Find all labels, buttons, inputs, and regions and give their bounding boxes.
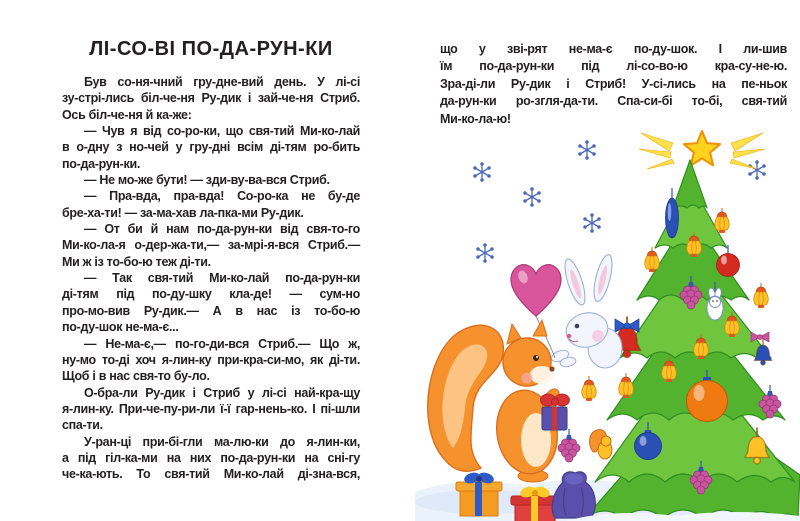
- story-line: про-мо-вив Ру-дик.— А в нас із то-бо-ю: [62, 303, 360, 318]
- story-line: Ми ж із то-бо-ю теж ді-ти.: [62, 254, 211, 269]
- story-line: а під гіл-ка-ми на них по-да-рун-ки на сні-гу: [62, 450, 360, 465]
- story-text-left: [62, 74, 360, 483]
- star-topper: [639, 131, 765, 169]
- story-line: по-да-рун-ки.: [62, 156, 141, 171]
- story-line: да-рун-ки ро-згля-да-ти. Спа-си-бі то-бі, свя-тий: [440, 94, 787, 109]
- story-line: Ми-ко-ла-я о-дер-жа-ти,— за-мрі-я-вся Стриб.—: [62, 238, 360, 253]
- story-line: У-ран-ці при-бі-гли ма-лю-ки до я-лин-ки,: [84, 434, 360, 449]
- story-line: — Пра-вда, пра-вда! Со-ро-ка не бу-де: [84, 189, 360, 204]
- story-line: Зра-ді-ли Ру-дик і Стриб! У-сі-лись на пе-ньок: [440, 76, 787, 91]
- white-hare: [550, 253, 622, 368]
- squirrel: [428, 320, 570, 482]
- story-line: в о-дну з но-чей у гру-дні всім ді-тям ро-бить: [62, 140, 360, 155]
- story-line: по-ду-шок не-ма-є...: [62, 320, 179, 335]
- gift-box-orange: [456, 471, 502, 516]
- gift-sack: [552, 472, 595, 518]
- story-line: ді-тям під по-ду-шку кла-де! — сум-но: [62, 287, 360, 302]
- snowflake: [474, 163, 490, 181]
- story-line: — Не мо-же бути! — зди-ву-ва-вся Стриб.: [84, 173, 330, 188]
- story-line: бре-ха-ти! — за-ма-хав ла-пка-ми Ру-дик.: [62, 205, 304, 220]
- pink-bow: [751, 332, 769, 342]
- story-line: що у зві-рят не-ма-є по-ду-шок. І ли-шив: [440, 42, 787, 56]
- story-line: Ми-ко-ла-ю!: [440, 111, 511, 126]
- story-line: зу-стрі-лись біл-че-ня Ру-дик і зай-че-ня Стриб.: [62, 91, 360, 106]
- story-line: че-ка-ють. То свя-тий Ми-ко-лай ді-зна-вся,: [62, 467, 360, 482]
- story-line: — От би й нам по-да-рун-ки від свя-то-го: [84, 222, 360, 237]
- illustration: [415, 130, 800, 521]
- ornament-icicle: [666, 188, 679, 238]
- story-line: ну-мо то-ді хоч я-лин-ку при-кра-си-мо, як ді-ти.: [62, 352, 360, 367]
- story-line: — Не-ма-є,— по-го-ди-вся Стриб.— Що ж,: [84, 336, 360, 351]
- gift-in-paws: [541, 394, 570, 430]
- story-line: Був со-ня-чний гру-дне-вий день. У лі-сі: [84, 75, 360, 89]
- snowflake: [477, 244, 493, 262]
- snowflake: [584, 214, 600, 232]
- story-line: — Чув я від со-ро-ки, що свя-тий Ми-ко-лай: [84, 124, 360, 139]
- story-line: О-бра-ли Ру-дик і Стриб у лі-сі най-кра-щу: [84, 385, 360, 400]
- ornament-squirrel: [590, 430, 612, 459]
- snowflake: [524, 188, 540, 206]
- story-text-right: [440, 41, 787, 128]
- story-line: їм по-да-рун-ки під лі-со-во-ю кра-су-не-ю.: [440, 59, 787, 74]
- snowflake: [579, 141, 595, 159]
- page-title: ЛІ-СО-ВІ ПО-ДА-РУН-КИ: [89, 38, 333, 60]
- story-line: — Так свя-тий Ми-ко-лай по-да-рун-ки: [84, 271, 360, 286]
- snowflake: [749, 161, 765, 179]
- story-line: Щоб і в нас свя-то бу-ло.: [62, 369, 210, 384]
- story-line: спа-ти.: [62, 418, 103, 433]
- story-line: я-лин-ку. При-че-пу-ри-ли ї-ї гар-нень-ко. І пі-шли: [62, 401, 360, 416]
- story-line: Ось біл-че-ня й ка-же:: [62, 107, 192, 122]
